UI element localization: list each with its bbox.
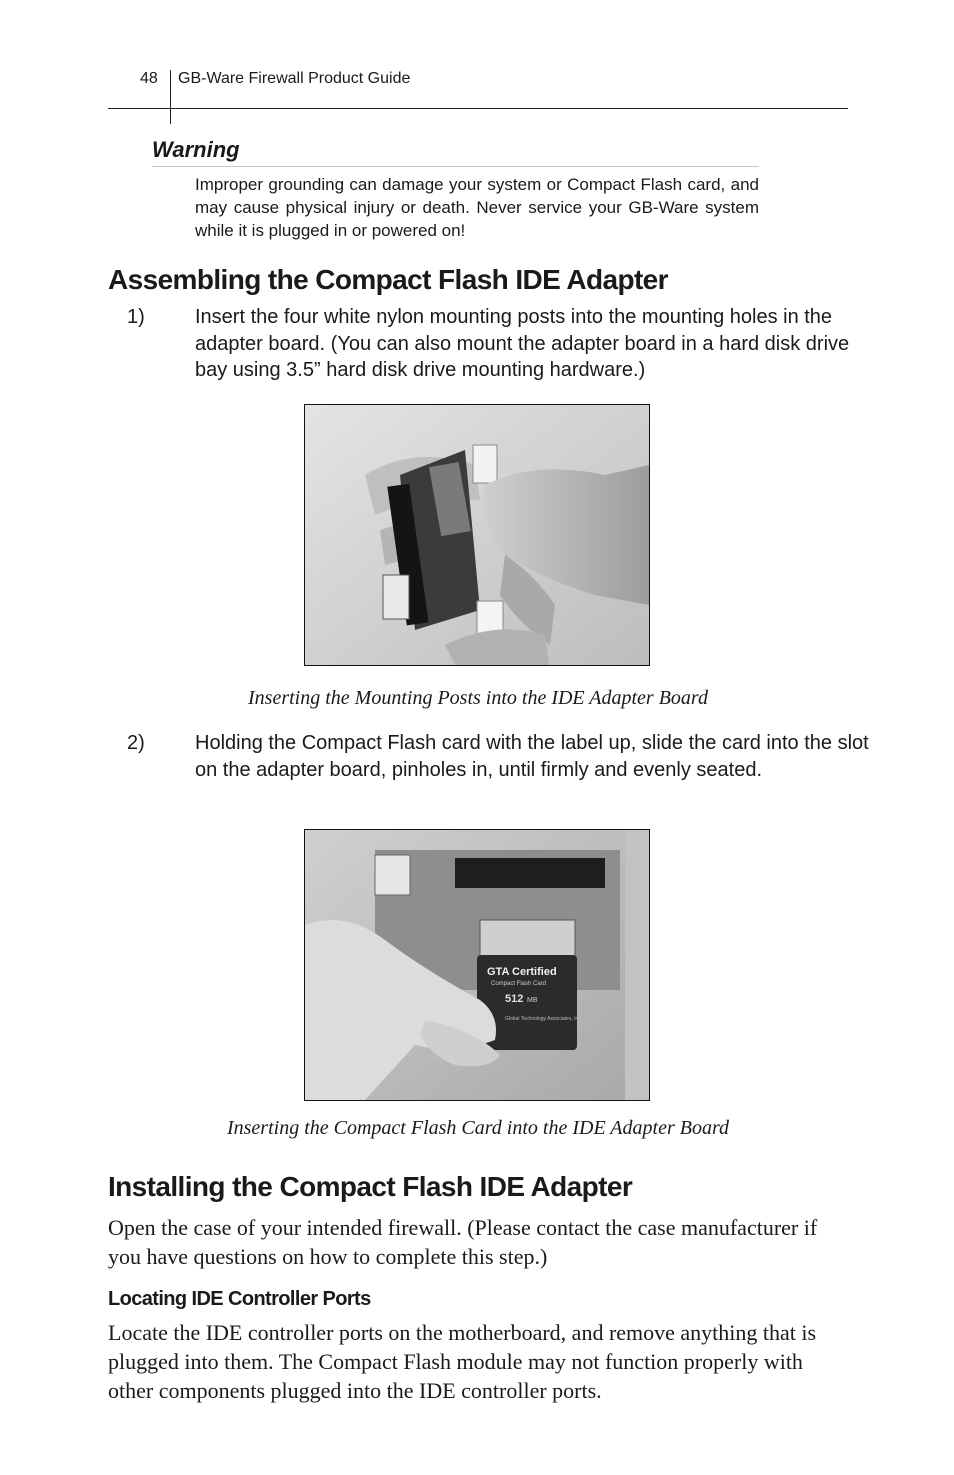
step-2-number: 2)	[127, 732, 145, 754]
compact-flash-illustration	[305, 830, 649, 1100]
page-number: 48	[140, 70, 158, 87]
step-2-text: Holding the Compact Flash card with the label up, slide the card into the slot on the adapter board, pinholes in, until firmly and evenly seated.	[195, 732, 869, 781]
warning-rule	[152, 166, 759, 167]
card-label-line-1: GTA Certified	[487, 966, 557, 978]
figure-1-caption: Inserting the Mounting Posts into the IDE Adapter Board	[248, 687, 708, 709]
section-title-installing: Installing the Compact Flash IDE Adapter	[108, 1171, 633, 1202]
step-2	[127, 730, 885, 783]
step-1-number: 1)	[127, 306, 145, 328]
subsection-title-locating: Locating IDE Controller Ports	[108, 1288, 371, 1310]
figure-2-caption: Inserting the Compact Flash Card into the IDE Adapter Board	[226, 1117, 729, 1139]
running-title: GB-Ware Firewall Product Guide	[178, 70, 411, 87]
step-1	[127, 304, 885, 384]
card-label-line-2: Compact Flash Card	[491, 981, 547, 987]
warning-title: Warning	[152, 137, 240, 162]
mounting-posts-illustration	[305, 405, 649, 665]
warning-body: Improper grounding can damage your system or Compact Flash card, and may cause physical injury or death. Never service your GB-Ware system while it is plugged in or powered on!	[195, 175, 759, 240]
section-2-body: Open the case of your intended firewall. (Please contact the case manufacturer if you have questions on how to complete this step.)	[108, 1215, 818, 1269]
header-vertical-rule	[170, 70, 171, 124]
card-unit: MB	[527, 997, 538, 1004]
card-maker: Global Technology Associates, Inc.	[505, 1016, 583, 1022]
figure-1-photo	[304, 404, 650, 666]
step-1-text: Insert the four white nylon mounting posts into the mounting holes in the adapter board. (You can also mount the adapter board in a hard disk drive bay using 3.5” hard disk drive mounting hardware.)	[195, 306, 850, 381]
section-title-assembling: Assembling the Compact Flash IDE Adapter	[108, 264, 668, 295]
card-capacity: 512	[505, 993, 524, 1005]
header-rule	[108, 108, 848, 109]
figure-2-photo	[304, 829, 650, 1101]
subsection-body: Locate the IDE controller ports on the motherboard, and remove anything that is plugged into them. The Compact Flash module may not function properly with other components plugged into the IDE controller ports.	[108, 1320, 817, 1403]
